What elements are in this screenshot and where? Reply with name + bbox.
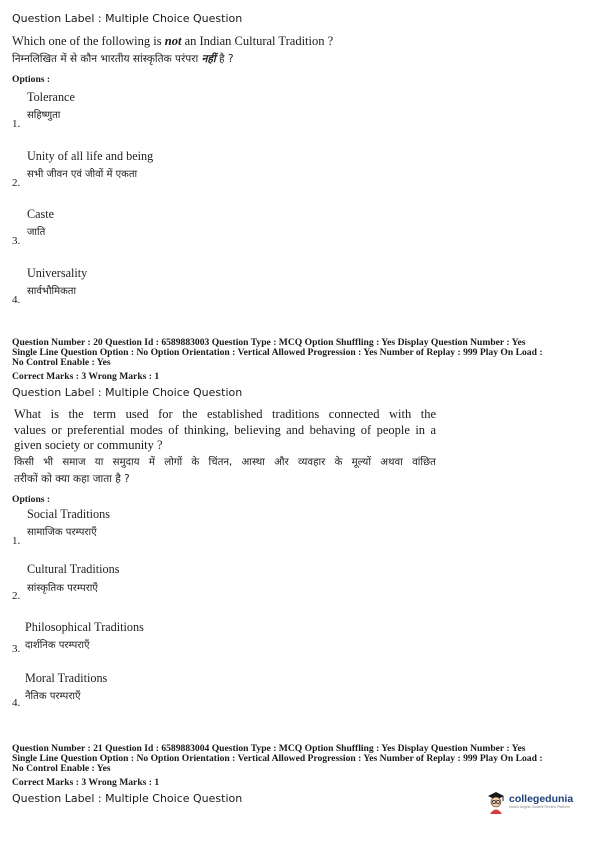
question-label: Question Label : Multiple Choice Question: [12, 12, 243, 25]
option-3-text-en[interactable]: Caste: [27, 207, 55, 221]
question-text-en: values or preferential modes of thinking, believing and behaving of people in a: [14, 423, 436, 437]
option-2-text-en[interactable]: Cultural Traditions: [27, 562, 120, 576]
option-2-text-hi[interactable]: सांस्कृतिक परम्पराएँ: [27, 583, 98, 594]
question-emphasis: नहीं: [201, 53, 216, 65]
question-marks: Correct Marks : 3 Wrong Marks : 1: [12, 371, 160, 382]
question-label: Question Label : Multiple Choice Question: [12, 792, 243, 805]
meta-line: Question Number : 21 Question Id : 6589883004 Question Type : MCQ Option Shuffling : Yes Display Question Number : Yes: [12, 743, 526, 754]
question-meta: [12, 744, 587, 775]
meta-line: No Control Enable : Yes: [12, 763, 111, 775]
question-text-hi: [12, 52, 234, 66]
student-mascot-icon: [486, 790, 506, 814]
meta-line: Question Number : 20 Question Id : 6589883003 Question Type : MCQ Option Shuffling : Yes Display Question Number : Yes: [12, 337, 526, 348]
option-4-text-hi[interactable]: नैतिक परम्पराएँ: [25, 691, 81, 702]
question-text-part: Which one of the following is: [12, 34, 165, 48]
option-4-text-en[interactable]: Universality: [27, 266, 88, 280]
option-1-text-en[interactable]: Tolerance: [27, 90, 75, 104]
question-text-part: है ?: [215, 53, 234, 65]
question-text-en: [12, 34, 333, 49]
option-2-number[interactable]: 2.: [12, 177, 21, 189]
option-3-number[interactable]: 3.: [12, 643, 21, 655]
option-4-number[interactable]: 4.: [12, 697, 21, 709]
option-1-number[interactable]: 1.: [12, 118, 21, 130]
question-text-part: an Indian Cultural Tradition ?: [181, 34, 334, 48]
question-text-hi: किसी भी समाज या समुदाय में लोगों के चिंतन, आस्था और व्यवहार के मूल्यों अथवा वांछित: [14, 457, 436, 468]
option-3-text-en[interactable]: Philosophical Traditions: [25, 620, 144, 634]
option-1-text-hi[interactable]: सहिष्णुता: [27, 110, 61, 121]
question-text-en: What is the term used for the established traditions connected with the: [14, 407, 436, 421]
options-heading: Options :: [12, 494, 51, 505]
logo-tagline: India's largest Student Review Platform: [509, 805, 570, 809]
option-4-text-en[interactable]: Moral Traditions: [25, 671, 108, 685]
option-2-number[interactable]: 2.: [12, 590, 21, 602]
question-meta: [12, 338, 587, 369]
option-1-text-en[interactable]: Social Traditions: [27, 507, 110, 521]
option-1-number[interactable]: 1.: [12, 535, 21, 547]
option-3-text-hi[interactable]: जाति: [27, 227, 46, 238]
question-emphasis: not: [164, 34, 182, 48]
option-2-text-en[interactable]: Unity of all life and being: [27, 149, 154, 163]
question-text-en: given society or community ?: [14, 438, 163, 452]
meta-line: Single Line Question Option : No Option Orientation : Vertical Allowed Progression : Yes Number of Replay : 999 Play On Load :: [12, 753, 543, 765]
meta-line: No Control Enable : Yes: [12, 357, 111, 369]
question-text-hi: तरीकों को क्या कहा जाता है ?: [14, 473, 130, 485]
option-3-text-hi[interactable]: दार्शनिक परम्पराएँ: [25, 640, 90, 651]
meta-line: Single Line Question Option : No Option Orientation : Vertical Allowed Progression : Yes Number of Replay : 999 Play On Load :: [12, 347, 543, 359]
question-label: Question Label : Multiple Choice Question: [12, 386, 243, 399]
option-4-text-hi[interactable]: सार्वभौमिकता: [27, 286, 77, 297]
option-4-number[interactable]: 4.: [12, 294, 21, 306]
question-text-part: निम्नलिखित में से कौन भारतीय सांस्कृतिक परंपरा: [12, 53, 202, 65]
options-heading: Options :: [12, 74, 51, 85]
option-2-text-hi[interactable]: सभी जीवन एवं जीवों में एकता: [27, 169, 138, 180]
collegedunia-logo[interactable]: [486, 788, 573, 816]
option-3-number[interactable]: 3.: [12, 235, 21, 247]
question-marks: Correct Marks : 3 Wrong Marks : 1: [12, 777, 160, 788]
option-1-text-hi[interactable]: सामाजिक परम्पराएँ: [27, 527, 97, 538]
logo-text: collegedunia: [509, 793, 574, 805]
